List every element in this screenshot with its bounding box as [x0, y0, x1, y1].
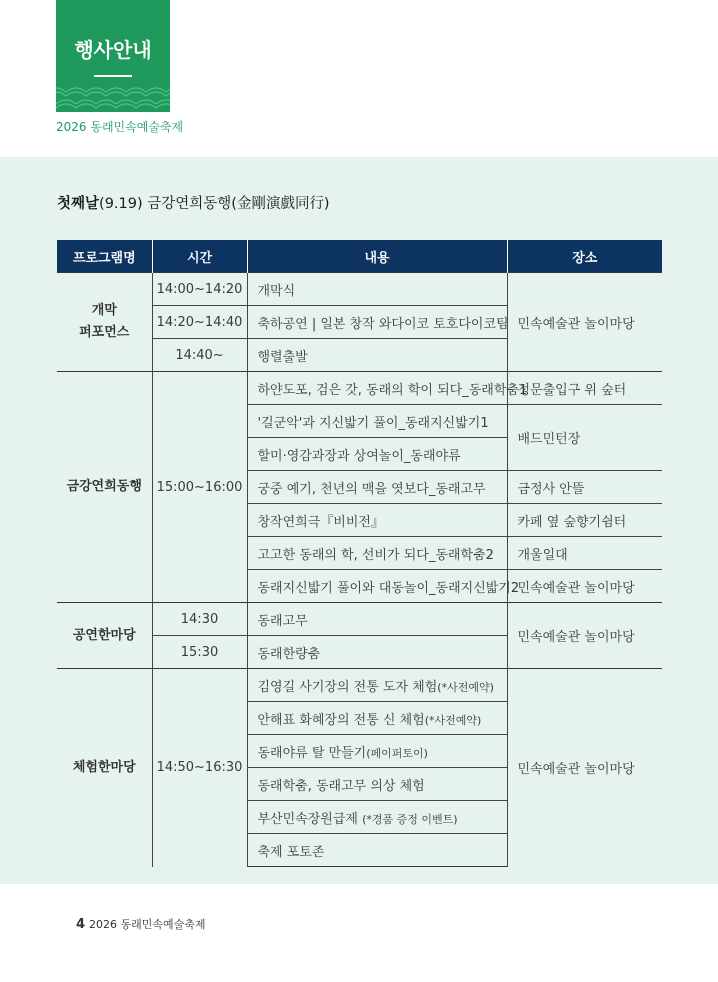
- content-cell: 동래지신밟기 풀이와 대동놀이_동래지신밟기2: [247, 570, 507, 603]
- program-cell: [57, 372, 152, 603]
- content-cell: [247, 669, 507, 702]
- content-cell: 하얀도포, 검은 갓, 동래의 학이 되다_동래학춤1: [247, 372, 507, 405]
- column-header: 장소: [507, 240, 662, 273]
- content-cell: 행렬출발: [247, 339, 507, 372]
- column-header: 내용: [247, 240, 507, 273]
- content-text: 동래야류 탈 만들기: [257, 745, 367, 761]
- time-cell: 14:30: [152, 603, 247, 636]
- header-title: 행사안내: [74, 38, 152, 62]
- place-cell: 민속예술관 놀이마당: [507, 570, 662, 603]
- footer-text: 2026 동래민속예술축제: [89, 918, 206, 931]
- table-row: [57, 603, 662, 636]
- content-cell: '길군악'과 지신밟기 풀이_동래지신밟기1: [247, 405, 507, 438]
- place-cell: 민속예술관 놀이마당: [507, 273, 662, 372]
- table-row: [57, 273, 662, 306]
- content-cell: 축제 포토존: [247, 834, 507, 867]
- table-header-row: [57, 240, 662, 273]
- place-cell: 금정사 안뜰: [507, 471, 662, 504]
- time-cell: 14:20~14:40: [152, 306, 247, 339]
- place-cell: 배드민턴장: [507, 405, 662, 471]
- time-cell: 14:50~16:30: [152, 669, 247, 867]
- header-subtitle: 2026 동래민속예술축제: [56, 120, 184, 134]
- wave-pattern-icon: [56, 82, 170, 112]
- content-note: (*경품 증정 이벤트): [362, 812, 458, 826]
- content-cell: 동래고무: [247, 603, 507, 636]
- page-number: 4: [76, 917, 86, 932]
- column-header: 시간: [152, 240, 247, 273]
- program-name: 체험한마당: [72, 759, 136, 775]
- header-badge: [56, 0, 170, 112]
- table-row: [57, 669, 662, 702]
- day-heading-label: 첫째날: [57, 196, 100, 212]
- content-cell: 창작연희극『비비전』: [247, 504, 507, 537]
- place-cell: 민속예술관 놀이마당: [507, 603, 662, 669]
- program-cell: [57, 273, 152, 372]
- content-cell: 개막식: [247, 273, 507, 306]
- content-text: 안해표 화혜장의 전통 신 체험: [257, 712, 425, 728]
- content-cell: [247, 702, 507, 735]
- content-cell: 동래학춤, 동래고무 의상 체험: [247, 768, 507, 801]
- program-name: 퍼포먼스: [79, 325, 130, 340]
- content-cell: 고고한 동래의 학, 선비가 되다_동래학춤2: [247, 537, 507, 570]
- content-cell: [247, 801, 507, 834]
- header-rule: [94, 75, 132, 77]
- time-cell: 14:40~: [152, 339, 247, 372]
- place-cell: 민속예술관 놀이마당: [507, 669, 662, 867]
- day-heading: [57, 192, 330, 213]
- table-row: [57, 372, 662, 405]
- content-note: (*사전예약): [437, 680, 494, 694]
- program-name: 공연한마당: [72, 627, 136, 643]
- place-cell: 개울일대: [507, 537, 662, 570]
- program-cell: [57, 603, 152, 669]
- content-cell: 할미·영감과장과 상여놀이_동래야류: [247, 438, 507, 471]
- place-cell: 카페 옆 숲향기쉼터: [507, 504, 662, 537]
- program-name: 금강연희동행: [66, 479, 142, 494]
- content-cell: 동래한량춤: [247, 636, 507, 669]
- page-footer: [76, 916, 206, 932]
- content-text: 부산민속장원급제: [257, 811, 363, 827]
- content-text: 김영길 사기장의 전통 도자 체험: [257, 679, 438, 695]
- content-cell: [247, 735, 507, 768]
- place-cell: 정문출입구 위 숲터: [507, 372, 662, 405]
- day-heading-title: (9.19) 금강연희동행(金剛演戲同行): [99, 196, 330, 212]
- time-cell: 14:00~14:20: [152, 273, 247, 306]
- content-note: (*사전예약): [424, 713, 482, 727]
- column-header: 프로그램명: [57, 240, 152, 273]
- content-note: (페이퍼토이): [366, 746, 428, 760]
- program-cell: [57, 669, 152, 867]
- content-cell: 궁중 예기, 천년의 맥을 엿보다_동래고무: [247, 471, 507, 504]
- schedule-table: [57, 240, 662, 867]
- time-cell: 15:30: [152, 636, 247, 669]
- program-name: 개막: [91, 303, 117, 318]
- time-cell: 15:00~16:00: [152, 372, 247, 603]
- content-cell: 축하공연 | 일본 창작 와다이코 토호다이코팀: [247, 306, 507, 339]
